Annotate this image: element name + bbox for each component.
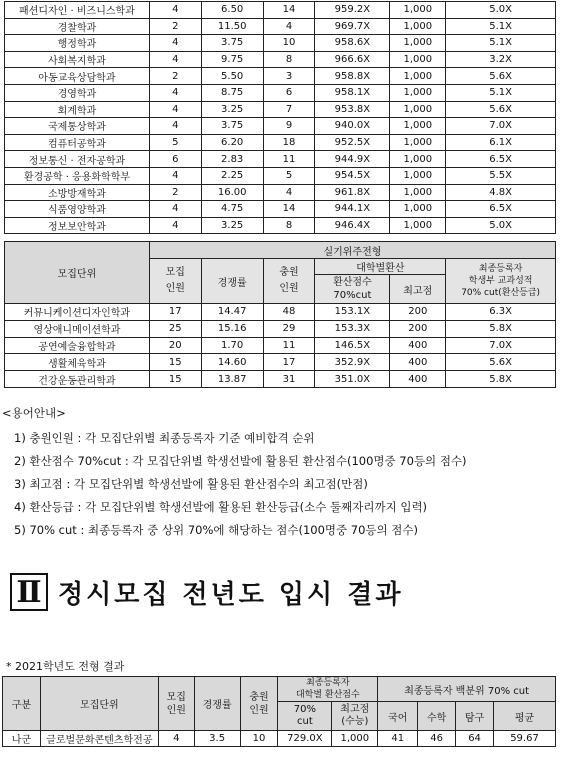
unit-cell: 건강운동관리학과 bbox=[5, 371, 150, 388]
score70-cell: 954.5X bbox=[315, 167, 390, 184]
header-competition: 경쟁률 bbox=[194, 677, 240, 731]
score70-cell: 952.5X bbox=[315, 134, 390, 151]
header-percentile-70cut: 최종등록자 백분위 70% cut bbox=[378, 677, 556, 702]
competition-cell: 1.70 bbox=[201, 337, 263, 354]
terms-guide bbox=[2, 405, 557, 545]
max-cell: 400 bbox=[390, 354, 446, 371]
unit-cell: 컴퓨터공학과 bbox=[5, 134, 150, 151]
table-row bbox=[5, 2, 556, 19]
max-cell: 1,000 bbox=[390, 118, 446, 135]
table-row bbox=[3, 731, 556, 747]
competition-cell: 11.50 bbox=[201, 18, 263, 35]
max-cell: 200 bbox=[390, 320, 446, 337]
competition-cell: 9.75 bbox=[201, 51, 263, 68]
recruit-cell: 17 bbox=[149, 304, 201, 321]
max-cell: 1,000 bbox=[332, 731, 378, 747]
competition-cell: 2.25 bbox=[201, 167, 263, 184]
recruit-cell: 4 bbox=[158, 731, 194, 747]
score70-cell: 153.3X bbox=[315, 320, 390, 337]
recruit-cell: 15 bbox=[149, 354, 201, 371]
header-univ-score: 대학별환산 bbox=[315, 259, 446, 275]
score70-cell: 946.4X bbox=[315, 217, 390, 234]
table-row bbox=[5, 201, 556, 218]
section-title: 정시모집 전년도 입시 결과 bbox=[58, 579, 404, 610]
score70-cell: 958.8X bbox=[315, 68, 390, 85]
unit-cell: 공연예술융합학과 bbox=[5, 337, 150, 354]
final70-cell: 5.6X bbox=[446, 354, 556, 371]
practical-exam-table bbox=[4, 241, 556, 388]
final70-cell: 5.1X bbox=[446, 84, 556, 101]
score70-cell: 966.6X bbox=[315, 51, 390, 68]
max-cell: 1,000 bbox=[390, 151, 446, 168]
recruit-cell: 4 bbox=[149, 51, 201, 68]
korean-cell: 41 bbox=[378, 731, 418, 747]
max-cell: 1,000 bbox=[390, 217, 446, 234]
unit-cell: 생활체육학과 bbox=[5, 354, 150, 371]
competition-cell: 3.5 bbox=[194, 731, 240, 747]
recruit-cell: 2 bbox=[149, 68, 201, 85]
final70-cell: 7.0X bbox=[446, 337, 556, 354]
enroll-cell: 7 bbox=[263, 101, 315, 118]
header-inquiry: 탐구 bbox=[456, 702, 494, 731]
enroll-cell: 9 bbox=[263, 118, 315, 135]
enroll-cell: 14 bbox=[263, 201, 315, 218]
header-unit: 모집단위 bbox=[40, 677, 158, 731]
max-cell: 400 bbox=[390, 337, 446, 354]
table-row bbox=[5, 118, 556, 135]
competition-cell: 3.25 bbox=[201, 217, 263, 234]
score70-cell: 961.8X bbox=[315, 184, 390, 201]
unit-cell: 사회복지학과 bbox=[5, 51, 150, 68]
term-item-4: 4) 환산등급 : 각 모집단위별 학생선발에 활용된 환산등급(소수 둘째자리까지 입력) bbox=[14, 500, 428, 514]
recruit-cell: 20 bbox=[149, 337, 201, 354]
max-cell: 1,000 bbox=[390, 101, 446, 118]
max-cell: 1,000 bbox=[390, 18, 446, 35]
table-row bbox=[5, 18, 556, 35]
cut70-cell: 729.0X bbox=[278, 731, 332, 747]
table-row bbox=[5, 184, 556, 201]
max-cell: 1,000 bbox=[390, 68, 446, 85]
header-final-score: 최종등록자 대학별 환산점수 bbox=[278, 677, 378, 702]
header-score70: 환산점수 70%cut bbox=[315, 275, 390, 304]
enroll-cell: 48 bbox=[263, 304, 315, 321]
unit-cell: 소방방재학과 bbox=[5, 184, 150, 201]
final70-cell: 6.1X bbox=[446, 134, 556, 151]
score70-cell: 969.7X bbox=[315, 18, 390, 35]
max-cell: 1,000 bbox=[390, 2, 446, 19]
unit-cell: 환경공학 · 응용화학학부 bbox=[5, 167, 150, 184]
score70-cell: 352.9X bbox=[315, 354, 390, 371]
competition-cell: 2.83 bbox=[201, 151, 263, 168]
score70-cell: 940.0X bbox=[315, 118, 390, 135]
final70-cell: 5.6X bbox=[446, 68, 556, 85]
unit-cell: 국제통상학과 bbox=[5, 118, 150, 135]
unit-cell: 영상애니메이션학과 bbox=[5, 320, 150, 337]
recruit-cell: 5 bbox=[149, 134, 201, 151]
enroll-cell: 18 bbox=[263, 134, 315, 151]
division-cell: 나군 bbox=[3, 731, 41, 747]
enroll-cell: 4 bbox=[263, 18, 315, 35]
max-cell: 1,000 bbox=[390, 134, 446, 151]
competition-cell: 8.75 bbox=[201, 84, 263, 101]
competition-cell: 4.75 bbox=[201, 201, 263, 218]
recruit-cell: 15 bbox=[149, 371, 201, 388]
subtitle-2021-results: * 2021학년도 전형 결과 bbox=[6, 660, 125, 673]
competition-cell: 14.60 bbox=[201, 354, 263, 371]
max-cell: 1,000 bbox=[390, 201, 446, 218]
max-cell: 400 bbox=[390, 371, 446, 388]
header-competition: 경쟁률 bbox=[201, 259, 263, 304]
score70-cell: 944.1X bbox=[315, 201, 390, 218]
final70-cell: 7.0X bbox=[446, 118, 556, 135]
recruit-cell: 4 bbox=[149, 84, 201, 101]
header-max: 최고점 bbox=[390, 275, 446, 304]
table-row bbox=[5, 134, 556, 151]
recruit-cell: 2 bbox=[149, 184, 201, 201]
max-cell: 1,000 bbox=[390, 51, 446, 68]
header-korean: 국어 bbox=[378, 702, 418, 731]
table-row bbox=[5, 304, 556, 321]
enroll-cell: 4 bbox=[263, 184, 315, 201]
header-unit: 모집단위 bbox=[5, 242, 150, 304]
header-enroll: 충원 인원 bbox=[240, 677, 278, 731]
table-row bbox=[5, 337, 556, 354]
competition-cell: 5.50 bbox=[201, 68, 263, 85]
enroll-cell: 5 bbox=[263, 167, 315, 184]
final70-cell: 5.8X bbox=[446, 320, 556, 337]
unit-cell: 패션디자인 · 비즈니스학과 bbox=[5, 2, 150, 19]
unit-cell: 회계학과 bbox=[5, 101, 150, 118]
competition-cell: 13.87 bbox=[201, 371, 263, 388]
header-cut70: 70% cut bbox=[278, 702, 332, 731]
score70-cell: 944.9X bbox=[315, 151, 390, 168]
recruit-cell: 4 bbox=[149, 167, 201, 184]
recruit-cell: 4 bbox=[149, 101, 201, 118]
competition-cell: 3.75 bbox=[201, 35, 263, 52]
final70-cell: 5.0X bbox=[446, 2, 556, 19]
score70-cell: 958.6X bbox=[315, 35, 390, 52]
recruit-cell: 2 bbox=[149, 18, 201, 35]
score70-cell: 146.5X bbox=[315, 337, 390, 354]
score70-cell: 953.8X bbox=[315, 101, 390, 118]
competition-cell: 16.00 bbox=[201, 184, 263, 201]
term-item-3: 3) 최고점 : 각 모집단위별 학생선발에 활용된 환산점수의 최고점(만점) bbox=[14, 477, 368, 491]
recruit-cell: 4 bbox=[149, 217, 201, 234]
enroll-cell: 10 bbox=[263, 35, 315, 52]
terms-guide-heading: <용어안내> bbox=[2, 406, 66, 420]
susi-results-table-1 bbox=[4, 1, 556, 234]
table-row bbox=[5, 51, 556, 68]
table-row bbox=[5, 151, 556, 168]
final70-cell: 5.5X bbox=[446, 167, 556, 184]
enroll-cell: 10 bbox=[240, 731, 278, 747]
enroll-cell: 3 bbox=[263, 68, 315, 85]
recruit-cell: 25 bbox=[149, 320, 201, 337]
max-cell: 1,000 bbox=[390, 167, 446, 184]
enroll-cell: 8 bbox=[263, 217, 315, 234]
unit-cell: 커뮤니케이션디자인학과 bbox=[5, 304, 150, 321]
final70-cell: 4.8X bbox=[446, 184, 556, 201]
jeongsi-results-table bbox=[2, 676, 556, 747]
competition-cell: 15.16 bbox=[201, 320, 263, 337]
max-cell: 200 bbox=[390, 304, 446, 321]
enroll-cell: 29 bbox=[263, 320, 315, 337]
header-max-suneung: 최고점 (수능) bbox=[332, 702, 378, 731]
header-recruit: 모집 인원 bbox=[158, 677, 194, 731]
table-row bbox=[5, 35, 556, 52]
unit-cell: 정보보안학과 bbox=[5, 217, 150, 234]
final70-cell: 6.5X bbox=[446, 151, 556, 168]
table-row bbox=[5, 320, 556, 337]
section-heading bbox=[10, 572, 403, 612]
table-row bbox=[5, 101, 556, 118]
competition-cell: 6.50 bbox=[201, 2, 263, 19]
header-enroll: 충원 인원 bbox=[263, 259, 315, 304]
table-row bbox=[5, 217, 556, 234]
enroll-cell: 31 bbox=[263, 371, 315, 388]
final70-cell: 5.8X bbox=[446, 371, 556, 388]
recruit-cell: 4 bbox=[149, 201, 201, 218]
table-row bbox=[5, 371, 556, 388]
enroll-cell: 6 bbox=[263, 84, 315, 101]
max-cell: 1,000 bbox=[390, 84, 446, 101]
header-final-70cut: 최종등록자 학생부 교과성적 70% cut(환산등급) bbox=[446, 259, 556, 304]
max-cell: 1,000 bbox=[390, 184, 446, 201]
header-recruit: 모집 인원 bbox=[149, 259, 201, 304]
recruit-cell: 4 bbox=[149, 118, 201, 135]
unit-cell: 글로벌문화콘텐츠학전공 bbox=[40, 731, 158, 747]
score70-cell: 959.2X bbox=[315, 2, 390, 19]
unit-cell: 아동교육상담학과 bbox=[5, 68, 150, 85]
competition-cell: 6.20 bbox=[201, 134, 263, 151]
final70-cell: 5.1X bbox=[446, 35, 556, 52]
term-item-1: 1) 충원인원 : 각 모집단위별 최종등록자 기준 예비합격 순위 bbox=[14, 431, 315, 445]
table-row bbox=[5, 84, 556, 101]
final70-cell: 5.1X bbox=[446, 18, 556, 35]
unit-cell: 경영학과 bbox=[5, 84, 150, 101]
max-cell: 1,000 bbox=[390, 35, 446, 52]
competition-cell: 3.25 bbox=[201, 101, 263, 118]
unit-cell: 정보통신 · 전자공학과 bbox=[5, 151, 150, 168]
unit-cell: 경찰학과 bbox=[5, 18, 150, 35]
final70-cell: 5.0X bbox=[446, 217, 556, 234]
term-item-5: 5) 70% cut : 최종등록자 중 상위 70%에 해당하는 점수(100명중 70등의 점수) bbox=[14, 523, 418, 537]
competition-cell: 14.47 bbox=[201, 304, 263, 321]
term-item-2: 2) 환산점수 70%cut : 각 모집단위별 학생선발에 활용된 환산점수(100명중 70등의 점수) bbox=[14, 454, 467, 468]
final70-cell: 5.6X bbox=[446, 101, 556, 118]
recruit-cell: 4 bbox=[149, 35, 201, 52]
enroll-cell: 11 bbox=[263, 151, 315, 168]
competition-cell: 3.75 bbox=[201, 118, 263, 135]
recruit-cell: 6 bbox=[149, 151, 201, 168]
unit-cell: 행정학과 bbox=[5, 35, 150, 52]
final70-cell: 6.3X bbox=[446, 304, 556, 321]
unit-cell: 식품영양학과 bbox=[5, 201, 150, 218]
enroll-cell: 11 bbox=[263, 337, 315, 354]
enroll-cell: 14 bbox=[263, 2, 315, 19]
header-average: 평균 bbox=[494, 702, 556, 731]
header-practical-group: 실기위주전형 bbox=[149, 242, 555, 259]
enroll-cell: 17 bbox=[263, 354, 315, 371]
inquiry-cell: 64 bbox=[456, 731, 494, 747]
score70-cell: 153.1X bbox=[315, 304, 390, 321]
header-division: 구분 bbox=[3, 677, 41, 731]
table-row bbox=[5, 167, 556, 184]
recruit-cell: 4 bbox=[149, 2, 201, 19]
table-row bbox=[5, 354, 556, 371]
score70-cell: 351.0X bbox=[315, 371, 390, 388]
table-row bbox=[5, 68, 556, 85]
section-number-box: Ⅱ bbox=[10, 573, 48, 611]
score70-cell: 958.1X bbox=[315, 84, 390, 101]
header-math: 수학 bbox=[418, 702, 456, 731]
final70-cell: 3.2X bbox=[446, 51, 556, 68]
final70-cell: 6.5X bbox=[446, 201, 556, 218]
enroll-cell: 8 bbox=[263, 51, 315, 68]
math-cell: 46 bbox=[418, 731, 456, 747]
average-cell: 59.67 bbox=[494, 731, 556, 747]
